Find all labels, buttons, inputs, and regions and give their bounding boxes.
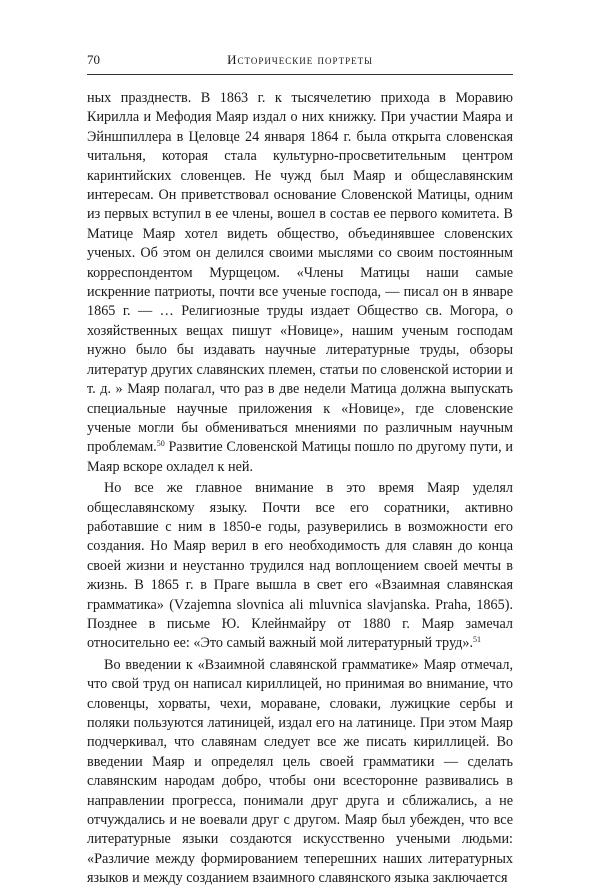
paragraph-1 — [87, 89, 513, 477]
paragraph-3 — [87, 656, 513, 889]
paragraph-3-text: Во введении к «Взаимной славянской грамматике» Маяр отмечал, что свой труд он написал кириллицей, но принимая во внимание, что словенцы, хорваты, чехи, мораване, словаки, лужицкие сербы и поляки пользуются латиницей, издал его на латинице. При этом Маяр подчеркивал, что славянам следует все же писать кириллицей. Во введении Маяр и определял цель своей грамматики — сделать славянским народам добро, чтобы они всесторонне развивались в направлении прогресса, понимали друг друга и сближались, а не отчуждались и не воевали друг с другом. Маяр был убежден, что все литературные языки создаются искусственно учеными людьми: «Различие между формированием теперешних наших литературных языков и между созданием взаимного славянского языка заключается — [87, 656, 513, 887]
paragraph-1-text: ных празднеств. В 1863 г. к тысячелетию прихода в Моравию Кирилла и Мефодия Маяр издал о них книжку. При участии Маяра и Эйншпиллера в Целовце 24 января 1864 г. была открыта словенская читальня, которая стала культурно-просветительным центром каринтийских словенцев. Не чужд был Маяр и общеславянским интересам. Он приветствовал основание Словенской Матицы, одним из первых вступил в ее члены, вошел в состав ее первого комитета. В Матице Маяр хотел видеть общество, объединявшее словенских ученых. Об этом он делился своими мыслями со своим постоянным корреспондентом Мурщецом. «Члены Матицы наши самые искренние патриоты, почти все ученые господа, — писал он в январе 1865 г. — … Религиозные труды издает Общество св. Могора, о хозяйственных вещах пишут «Новице», нашим ученым господам нужно было бы издавать научные литературные труды, обзоры литератур других славянских племен, статьи по словенской истории и т. д. » Маяр полагал, что раз в две недели Матица должна выпускать специальные научные приложения к «Новице», где словенские ученые могли бы обмениваться мнениями по различным научным проблемам. — [87, 90, 513, 456]
paragraph-1-tail: Развитие Словенской Матицы пошло по другому пути, и Маяр вскоре охладел к ней. — [87, 439, 513, 475]
footnote-ref-50: 50 — [156, 439, 165, 449]
body-text — [87, 89, 513, 891]
running-title: Исторические портреты — [227, 52, 373, 67]
header-rule — [87, 74, 513, 75]
paragraph-2-text: Но все же главное внимание в это время Маяр уделял общеславянскому языку. Почти все его соратники, активно работавшие с ним в 1850-е годы, разуверились в возможности его создания. Но Маяр верил в его необходимость для славян до конца своей жизни и неустанно трудился над воплощением своей мечты в жизнь. В 1865 г. в Праге вышла в свет его «Взаимная славянская грамматика» (Vzajemna slovnica ali mluvnica slavjanska. Praha, 1865). Позднее в письме Ю. Клейнмайру от 1880 г. Маяр замечал относительно ее: «Это самый важный мой литературный труд». — [87, 480, 513, 652]
footnote-ref-51: 51 — [473, 635, 482, 645]
running-head — [87, 50, 513, 70]
page-number: 70 — [87, 52, 100, 67]
paragraph-2 — [87, 479, 513, 654]
